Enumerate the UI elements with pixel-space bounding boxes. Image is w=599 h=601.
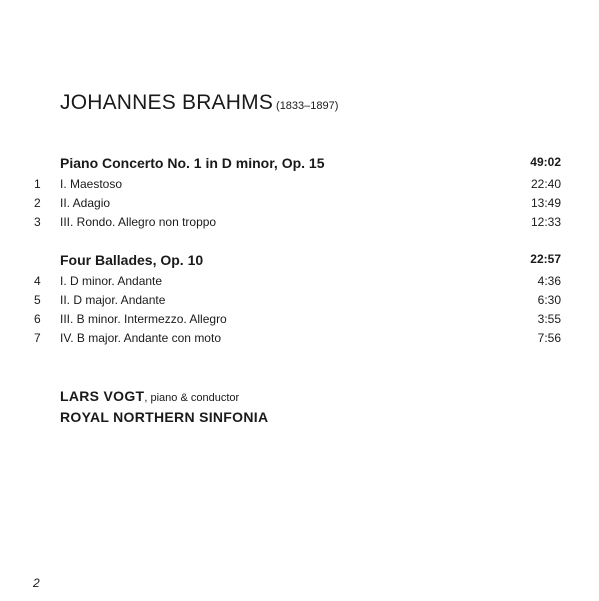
track-number: 4 [34,274,41,288]
track-duration: 22:40 [530,177,561,191]
track-number: 5 [34,293,41,307]
work-title: Four Ballades, Op. 10 [60,252,204,268]
work-total-duration: 49:02 [530,155,561,169]
track-title: II. D major. Andante [60,293,166,307]
work-header [60,252,561,272]
track-number: 7 [34,331,41,345]
composer-name: JOHANNES BRAHMS [60,91,274,114]
performer-soloist [60,388,268,409]
performer-name: LARS VOGT [60,388,145,404]
track-row [0,331,599,349]
track-duration: 13:49 [530,196,561,210]
track-duration: 6:30 [537,293,561,307]
track-duration: 12:33 [530,215,561,229]
track-row [0,293,599,311]
work-title: Piano Concerto No. 1 in D minor, Op. 15 [60,155,325,171]
performer-orchestra [60,409,268,430]
track-title: III. B minor. Intermezzo. Allegro [60,312,227,326]
track-title: II. Adagio [60,196,111,210]
performer-role: , piano & conductor [144,392,240,404]
track-number: 6 [34,312,41,326]
track-title: I. Maestoso [60,177,123,191]
performers [60,388,268,430]
track-number: 2 [34,196,41,210]
track-row [0,274,599,292]
track-row [0,215,599,233]
track-number: 3 [34,215,41,229]
work-header [60,155,561,175]
track-title: III. Rondo. Allegro non troppo [60,215,217,229]
track-title: I. D minor. Andante [60,274,163,288]
track-row [0,196,599,214]
track-row [0,177,599,195]
composer-heading [60,91,338,115]
page-number: 2 [33,576,40,590]
track-title: IV. B major. Andante con moto [60,331,221,345]
work-total-duration: 22:57 [530,252,561,266]
track-duration: 3:55 [537,312,561,326]
track-duration: 7:56 [537,331,561,345]
composer-dates: (1833–1897) [276,100,339,112]
track-row [0,312,599,330]
track-number: 1 [34,177,41,191]
performer-name: ROYAL NORTHERN SINFONIA [60,409,269,425]
track-duration: 4:36 [537,274,561,288]
